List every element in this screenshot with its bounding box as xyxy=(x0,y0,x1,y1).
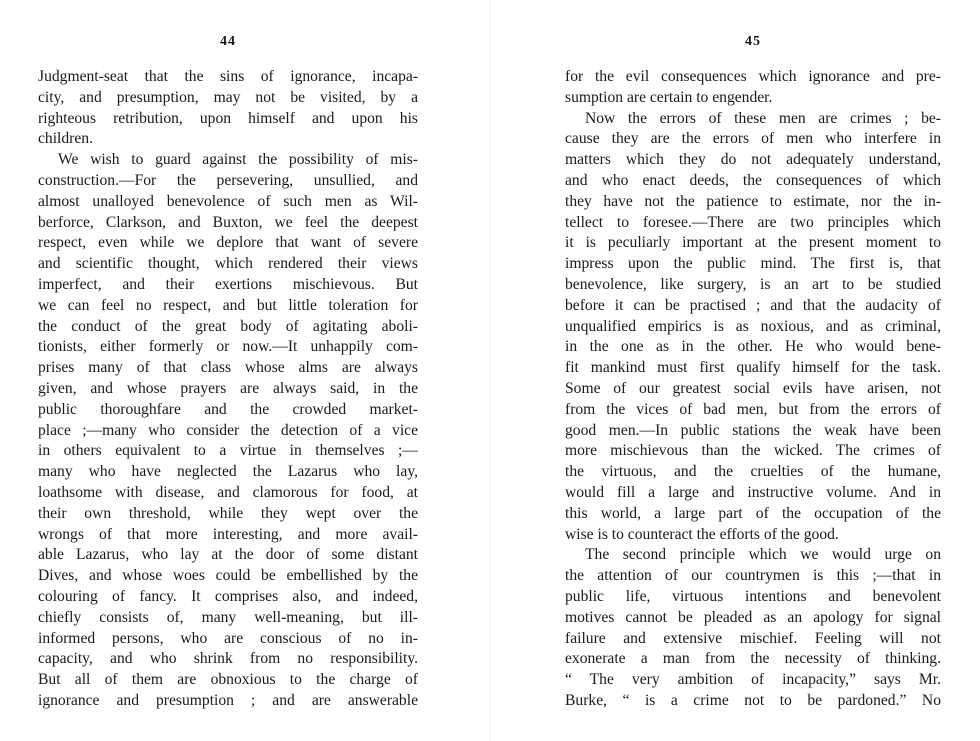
text-line: construction.—For the persevering, unsullied, and xyxy=(38,171,418,189)
text-line: fit mankind must first qualify himself for the task. xyxy=(565,359,941,377)
text-line: exonerate a man from the necessity of thinking. xyxy=(565,650,941,668)
text-line: Burke, “ is a crime not to be pardoned.” No xyxy=(565,691,941,709)
text-line: cause they are the errors of men who interfere in xyxy=(565,130,941,148)
text-line: and scientific thought, which rendered their views xyxy=(38,255,418,273)
text-line: prises many of that class whose alms are always xyxy=(38,359,418,377)
text-line: benevolence, like surgery, is an art to be studied xyxy=(565,275,941,293)
text-line: city, and presumption, may not be visited, by a xyxy=(38,88,418,106)
text-line: for the evil consequences which ignorance and pre- xyxy=(565,68,941,85)
text-line: they have not the patience to estimate, nor the in- xyxy=(565,192,941,210)
text-line: public life, virtuous intentions and benevolent xyxy=(565,587,941,605)
text-line: from the vices of bad men, but from the errors of xyxy=(565,400,941,418)
text-line: Now the errors of these men are crimes ; be- xyxy=(585,109,941,127)
text-line: we can feel no respect, and but little toleration for xyxy=(38,296,418,314)
text-line: berforce, Clarkson, and Buxton, we feel the deepest xyxy=(38,213,418,231)
text-line: matters which they do not adequately understand, xyxy=(565,151,941,169)
text-line: their own threshold, while they wept over the xyxy=(38,504,418,522)
text-line: tionists, either formerly or now.—It unhappily com- xyxy=(38,338,418,356)
text-line: the conduct of the great body of agitating aboli- xyxy=(38,317,418,335)
page-number-right: 45 xyxy=(745,34,761,49)
text-line: Some of our greatest social evils have arisen, not xyxy=(565,379,941,397)
text-line: righteous retribution, upon himself and upon his xyxy=(38,109,418,127)
page-gutter xyxy=(489,0,491,741)
text-line: Dives, and whose woes could be embellished by the xyxy=(38,567,418,585)
text-line: Judgment-seat that the sins of ignorance, incapa- xyxy=(38,68,418,85)
text-line: tellect to foresee.—There are two principles which xyxy=(565,213,941,231)
text-line: respect, even while we deplore that want of severe xyxy=(38,234,418,252)
text-line: in the one as in the other. He who would bene- xyxy=(565,338,941,356)
text-line: before it can be practised ; and that the audacity of xyxy=(565,296,941,314)
text-line: good men.—In public stations the weak have been xyxy=(565,421,941,439)
text-line: and who enact deeds, the consequences of which xyxy=(565,171,941,189)
text-line: ignorance and presumption ; and are answerable xyxy=(38,691,418,709)
right-page-text xyxy=(565,67,941,712)
text-line: motives cannot be pleaded as an apology for signal xyxy=(565,608,941,626)
text-line: But all of them are obnoxious to the charge of xyxy=(38,671,418,689)
text-line: the virtuous, and the cruelties of the humane, xyxy=(565,463,941,481)
text-line: wrongs of that more interesting, and more avail- xyxy=(38,525,418,543)
text-line: public thoroughfare and the crowded market- xyxy=(38,400,418,418)
text-line: chiefly consists of, many well-meaning, but ill- xyxy=(38,608,418,626)
left-page-text xyxy=(38,67,418,712)
text-line: capacity, and who shrink from no responsibility. xyxy=(38,650,418,668)
text-line: would fill a large and instructive volume. And in xyxy=(565,483,941,501)
text-line: in others equivalent to a virtue in themselves ;— xyxy=(38,442,418,460)
text-line: given, and whose prayers are always said, in the xyxy=(38,379,418,397)
text-line: more mischievous than the wicked. The crimes of xyxy=(565,442,941,460)
text-line: “ The very ambition of incapacity,” says Mr. xyxy=(565,671,941,689)
text-line: The second principle which we would urge on xyxy=(585,546,941,564)
text-line: place ;—many who consider the detection of a vice xyxy=(38,421,418,439)
page-number-left: 44 xyxy=(220,34,236,49)
text-line: unqualified empirics is as noxious, and as criminal, xyxy=(565,317,941,335)
text-line: colouring of fancy. It comprises also, and indeed, xyxy=(38,587,418,605)
text-line: informed persons, who are conscious of no in- xyxy=(38,629,418,647)
text-line: many who have neglected the Lazarus who lay, xyxy=(38,463,418,481)
text-line: impress upon the public mind. The first is, that xyxy=(565,255,941,273)
text-line: it is peculiarly important at the present moment to xyxy=(565,234,941,252)
text-line: failure and extensive mischief. Feeling will not xyxy=(565,629,941,647)
text-line: children. xyxy=(38,130,93,148)
text-line: loathsome with disease, and clamorous for food, at xyxy=(38,483,418,501)
text-line: able Lazarus, who lay at the door of some distant xyxy=(38,546,418,564)
text-line: this world, a large part of the occupation of the xyxy=(565,504,941,522)
text-line: sumption are certain to engender. xyxy=(565,88,773,106)
text-line: wise is to counteract the efforts of the good. xyxy=(565,525,839,543)
text-line: the attention of our countrymen is this ;—that in xyxy=(565,567,941,585)
text-line: almost unalloyed benevolence of such men as Wil- xyxy=(38,192,418,210)
text-line: imperfect, and their exertions mischievous. But xyxy=(38,275,418,293)
text-line: We wish to guard against the possibility of mis- xyxy=(58,151,418,169)
